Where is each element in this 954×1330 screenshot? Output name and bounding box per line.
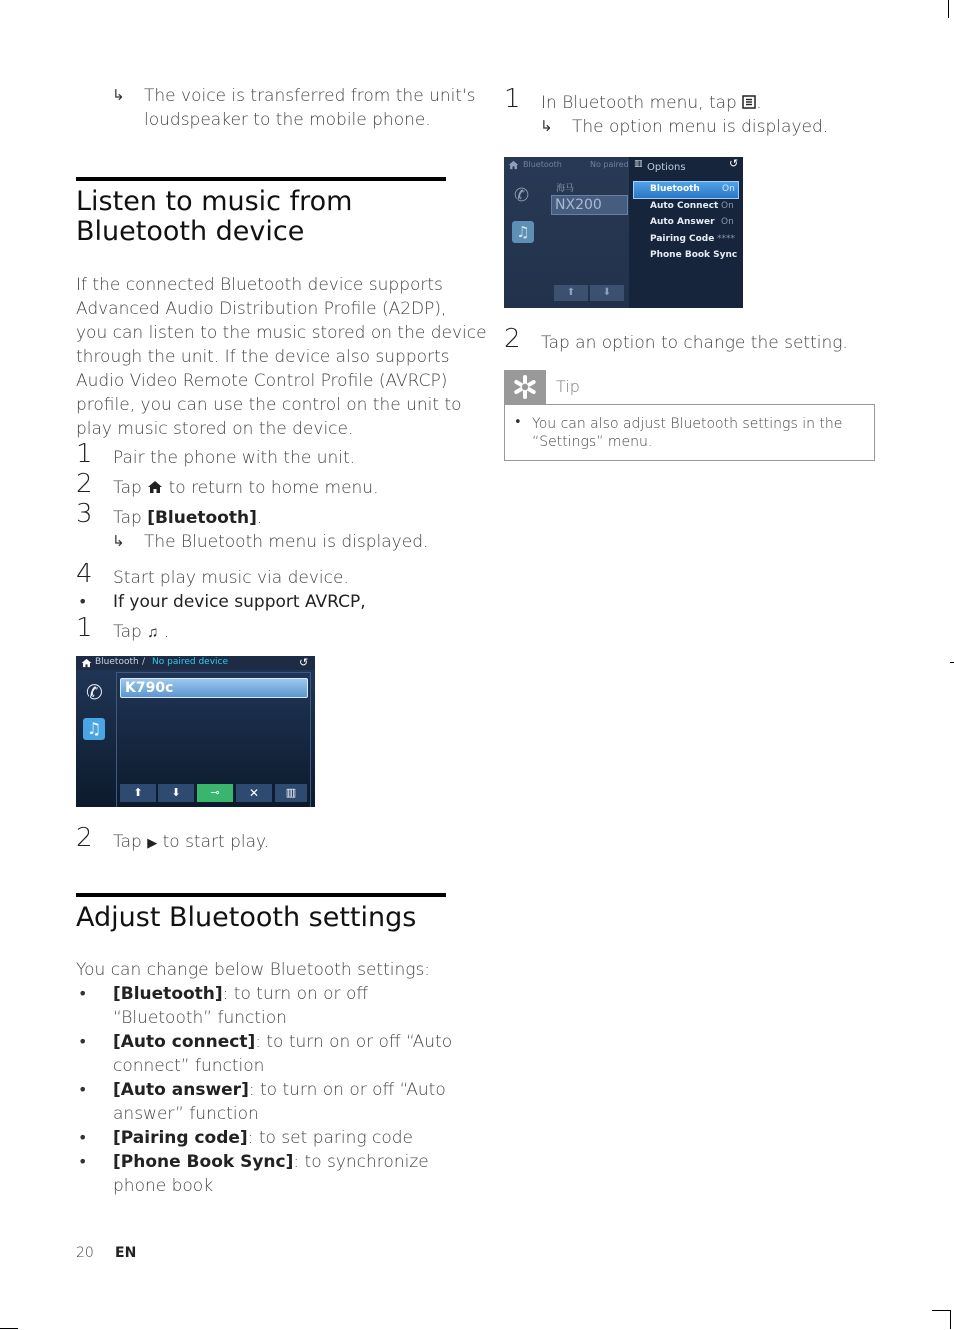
paragraph-line: play music stored on the device. <box>76 419 354 439</box>
tip-text: “Settings” menu. <box>532 434 653 450</box>
setting-desc: : to set paring code <box>247 1128 413 1148</box>
page-number: 20 <box>76 1245 94 1261</box>
bullet: • <box>78 1080 88 1099</box>
option-item-bluetooth[interactable] <box>633 181 739 199</box>
step-result: The Bluetooth menu is displayed. <box>144 532 429 552</box>
bullet: • <box>78 1152 88 1171</box>
intro-result-line: loudspeaker to the mobile phone. <box>144 110 431 130</box>
setting-desc: : to turn on or off “Auto <box>255 1032 453 1052</box>
paragraph-line: profile, you can use the control on the unit to <box>76 395 462 415</box>
step-text-pre: Tap <box>113 622 142 642</box>
music-note-icon[interactable]: ♫ <box>83 718 105 740</box>
option-value: On <box>721 217 734 227</box>
step-text-pre: Tap <box>113 478 142 498</box>
step-number: 1 <box>504 84 521 114</box>
setting-name: [Phone Book Sync] <box>113 1152 294 1172</box>
trash-icon[interactable]: ▥ <box>275 784 307 802</box>
down-button: ⬇ <box>590 285 624 301</box>
option-item-auto-answer[interactable] <box>633 215 739 231</box>
tip-label: Tip <box>556 377 580 396</box>
crop-mark <box>932 1310 951 1329</box>
options-panel <box>629 157 743 308</box>
bullet: • <box>78 592 88 611</box>
crumb-home: Bluetooth <box>523 160 562 169</box>
tip-text: You can also adjust Bluetooth settings in the <box>532 416 843 432</box>
step-text <box>113 620 169 644</box>
bullet: • <box>78 1032 88 1051</box>
section-rule <box>76 177 446 181</box>
music-note-icon: ♫ <box>512 221 534 243</box>
setting-desc: : to turn on or off <box>222 984 369 1004</box>
home-icon <box>147 480 163 494</box>
step-number: 1 <box>76 613 93 643</box>
bullet: • <box>78 1128 88 1147</box>
section-title: Bluetooth device <box>76 216 305 247</box>
step-number: 2 <box>76 823 93 853</box>
result-arrow-icon: ↳ <box>112 86 125 104</box>
section-title: Listen to music from <box>76 186 353 217</box>
setting-name: [Pairing code] <box>113 1128 248 1148</box>
back-icon[interactable]: ↺ <box>299 656 309 669</box>
step-text-post: to start play. <box>162 832 270 852</box>
setting-item <box>113 1078 446 1102</box>
crop-mark <box>948 0 954 18</box>
bullet: • <box>78 984 88 1003</box>
setting-name: [Auto connect] <box>113 1032 256 1052</box>
phone-icon[interactable]: ✆ <box>86 680 103 704</box>
step-result: The option menu is displayed. <box>572 117 829 137</box>
option-name: Pairing Code <box>650 234 715 244</box>
option-name: Phone Book Sync <box>650 250 738 260</box>
step-number: 4 <box>76 559 93 589</box>
setting-desc: answer” function <box>113 1104 259 1124</box>
step-text: Pair the phone with the unit. <box>113 448 356 468</box>
phone-icon: ✆ <box>514 185 530 206</box>
home-icon <box>508 160 519 170</box>
step-text-pre: Tap <box>113 508 142 528</box>
step-number: 1 <box>76 439 93 469</box>
option-item-phone-book-sync[interactable] <box>633 248 739 264</box>
step-text-post: . <box>756 93 762 113</box>
paragraph-line: Audio Video Remote Control Profile (AVRCP) <box>76 371 448 391</box>
setting-desc: “Bluetooth” function <box>113 1008 287 1028</box>
option-value: On <box>722 184 735 194</box>
option-item-auto-connect[interactable] <box>633 199 739 215</box>
device-name: K790c <box>125 680 174 696</box>
step-text <box>113 506 262 530</box>
step-text: Start play music via device. <box>113 568 349 588</box>
paragraph-line: Advanced Audio Distribution Profile (A2DP), <box>76 299 447 319</box>
step-number: 3 <box>76 499 93 529</box>
tip-icon <box>512 374 538 400</box>
setting-desc: : to turn on or off “Auto <box>248 1080 446 1100</box>
home-icon <box>81 658 92 668</box>
bullet: • <box>514 415 522 430</box>
option-name: Auto Answer <box>650 217 715 227</box>
crumb-status: No paired <box>590 160 629 169</box>
setting-name: [Bluetooth] <box>113 984 223 1004</box>
setting-name: [Auto answer] <box>113 1080 249 1100</box>
paragraph-line: you can listen to the music stored on the device <box>76 323 487 343</box>
paragraph-line: through the unit. If the device also supports <box>76 347 450 367</box>
options-menu-screenshot <box>504 157 743 308</box>
paragraph-line: If the connected Bluetooth device supports <box>76 275 443 295</box>
options-title: Options <box>647 162 686 173</box>
device-name: NX200 <box>555 197 602 213</box>
up-button[interactable]: ⬆ <box>120 784 156 802</box>
step-text <box>113 476 379 500</box>
step-text: Tap an option to change the setting. <box>541 333 848 353</box>
step-text-post: to return to home menu. <box>168 478 379 498</box>
intro-result-line: The voice is transferred from the unit's <box>144 86 476 106</box>
step-text <box>113 830 269 856</box>
menu-name: [Bluetooth] <box>147 508 257 528</box>
setting-desc: phone book <box>113 1176 214 1196</box>
language-code: EN <box>115 1245 137 1261</box>
step-text-post: . <box>163 622 170 642</box>
crumb-home: Bluetooth <box>95 657 139 667</box>
back-icon[interactable]: ↺ <box>729 157 739 170</box>
step-text-pre: Tap <box>113 832 142 852</box>
crumb-status: No paired device <box>152 657 229 667</box>
setting-item <box>113 1150 429 1174</box>
step-number: 2 <box>504 324 521 354</box>
step-text-post: . <box>256 508 263 528</box>
options-icon <box>742 95 756 109</box>
crumb-sep: / <box>142 657 146 667</box>
setting-desc: : to synchronize <box>293 1152 429 1172</box>
delete-button[interactable]: ✕ <box>236 784 272 802</box>
result-arrow-icon: ↳ <box>112 532 125 550</box>
music-note-icon: ♫ <box>147 623 159 641</box>
step-text <box>541 91 762 115</box>
section-rule <box>76 893 446 897</box>
option-name: Bluetooth <box>650 184 700 194</box>
device-label: 海马 <box>556 184 575 194</box>
paragraph-line: You can change below Bluetooth settings: <box>76 960 431 980</box>
avrcp-bullet: If your device support AVRCP, <box>113 592 366 612</box>
device-item[interactable] <box>120 678 308 698</box>
crop-mark <box>950 662 954 664</box>
setting-item <box>113 982 368 1006</box>
step-number: 2 <box>76 469 93 499</box>
device-item <box>551 195 628 215</box>
tip-box <box>504 404 875 461</box>
bluetooth-menu-screenshot <box>76 656 315 807</box>
result-arrow-icon: ↳ <box>540 117 553 135</box>
option-item-pairing-code[interactable] <box>633 232 739 248</box>
option-name: Auto Connect <box>650 201 719 211</box>
play-icon: ▶ <box>147 836 158 851</box>
screen-toolbar <box>120 784 310 804</box>
option-value: **** <box>717 234 735 244</box>
up-button: ⬆ <box>554 285 588 301</box>
connect-button[interactable]: ⊸ <box>197 784 233 802</box>
setting-item <box>113 1126 413 1150</box>
setting-desc: connect” function <box>113 1056 265 1076</box>
down-button[interactable]: ⬇ <box>158 784 194 802</box>
setting-item <box>113 1030 452 1054</box>
step-text-pre: In Bluetooth menu, tap <box>541 93 737 113</box>
options-icon: ▥ <box>634 159 643 169</box>
option-value: On <box>721 201 734 211</box>
section-title: Adjust Bluetooth settings <box>76 902 417 933</box>
tip-header-block <box>504 370 546 404</box>
